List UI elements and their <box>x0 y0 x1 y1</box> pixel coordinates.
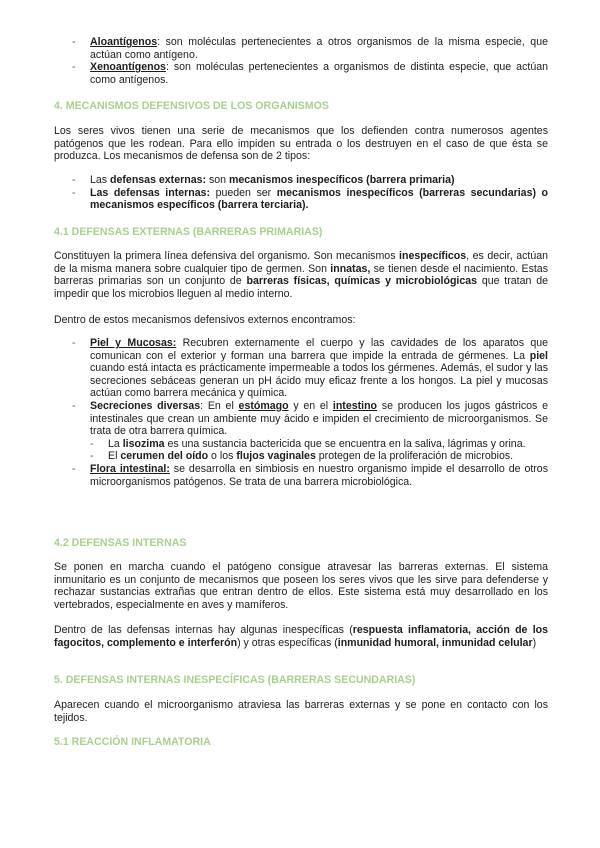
section-4-heading: 4. MECANISMOS DEFENSIVOS DE LOS ORGANISMOS <box>54 100 329 112</box>
emphasis: inmunidad humoral, inmunidad celular <box>337 636 533 649</box>
text: protegen de la proliferación de microbios. <box>315 450 514 463</box>
bullet: - <box>90 450 94 463</box>
emphasis: inespecíficos <box>399 250 467 262</box>
term-secreciones: Secreciones diversas <box>90 399 201 412</box>
item-emphasis: mecanismos inespecíficos (barrera primaria) <box>228 174 455 186</box>
item-text: son <box>206 174 229 186</box>
emphasis: innatas, <box>330 262 371 275</box>
item-text: : son moléculas pertenecientes a organismos de distinta especie, que actúan como antígenos. <box>90 61 548 86</box>
bullet: - <box>90 437 94 450</box>
emphasis: respuesta inflamatoria, acción de los fagocitos, complemento e interferón <box>54 624 549 649</box>
text: , es decir, actúan de la misma manera sobre cualquier tipo de germen. Son <box>54 250 548 275</box>
sub-item-lisozima <box>54 438 548 451</box>
text: o los <box>208 450 237 463</box>
list-item <box>54 174 548 187</box>
emphasis: cerumen del oído <box>120 450 209 463</box>
text: se producen los jugos gástricos e intestinales que crean un ambiente muy ácido e impiden el crecimiento de microorganismos. Se trata de otra barrera química. <box>90 399 548 438</box>
section-5-paragraph: Aparecen cuando el microorganismo atraviesa las barreras externas y se pone en contacto con los tejidos. <box>54 699 548 724</box>
term-piel-mucosas: Piel y Mucosas: <box>90 337 177 349</box>
section-4-2-heading: 4.2 DEFENSAS INTERNAS <box>54 537 187 549</box>
item-emphasis: mecanismos inespecíficos (barreras secundarias) o mecanismos específicos (barrera terciaria). <box>90 186 548 212</box>
text: Dentro de las defensas internas hay algunas inespecíficas ( <box>54 624 353 636</box>
emphasis: flujos vaginales <box>236 450 316 463</box>
term-flora-intestinal: Flora intestinal: <box>90 462 170 475</box>
list-item <box>54 36 548 61</box>
text: La <box>108 437 123 450</box>
term-intestino: intestino <box>332 399 378 412</box>
section-4-2-paragraph-2 <box>54 624 548 649</box>
sub-item-cerumen <box>54 450 548 463</box>
term-aloantigenos: Aloantígenos <box>90 36 158 48</box>
section-5-1-heading: 5.1 REACCIÓN INFLAMATORIA <box>54 736 211 748</box>
bullet: - <box>72 36 76 48</box>
text: ) <box>532 636 537 649</box>
external-defenses-list <box>54 337 548 488</box>
defense-types-list <box>54 174 548 212</box>
text: : En el <box>200 399 239 412</box>
text: Constituyen la primera línea defensiva del organismo. Son mecanismos <box>54 250 400 262</box>
emphasis: lisozima <box>122 437 165 450</box>
text: cuando está intacta es prácticamente impermeable a todos los gérmenes. Además, el sudor y las secreciones sebáceas generan un pH ácido muy eficaz frente a los hongos. La piel y mucosas actúan como barrera mecánica y química. <box>90 362 548 400</box>
section-4-paragraph: Los seres vivos tienen una serie de mecanismos que los defienden contra numerosos agentes patógenos que les rodean. Para ello impiden su entrada o los destruyen en el caso de que ésta se produzca. Los mecanismos de defensa son de 2 tipos: <box>54 125 548 163</box>
item-text: Las <box>90 174 111 186</box>
item-term: defensas externas: <box>110 174 207 186</box>
text: El <box>108 450 121 463</box>
list-item <box>54 187 548 212</box>
list-item-flora <box>54 463 548 488</box>
section-4-2-paragraph: Se ponen en marcha cuando el patógeno consigue atravesar las barreras externas. El sistema inmunitario es un conjunto de mecanismos que poseen los seres vivos que les sirve para defenderse y rechazar sustancias extrañas que entran dentro de ellos. Este sistema está muy desarrollado en los vertebrados, especialmente en aves y mamíferos. <box>54 561 548 611</box>
text: Recubren externamente el cuerpo y las cavidades de los aparatos que comunican con el exterior y forman una barrera que impide la entrada de gérmenes. La <box>90 337 549 362</box>
bullet: - <box>72 399 76 412</box>
section-4-1-intro: Dentro de estos mecanismos defensivos externos encontramos: <box>54 314 356 326</box>
section-4-1-heading: 4.1 DEFENSAS EXTERNAS (BARRERAS PRIMARIAS) <box>54 226 323 238</box>
list-item-secreciones <box>54 400 548 438</box>
bullet: - <box>72 61 76 74</box>
text: se tienen desde el nacimiento. Estas barreras primarias son un conjunto de <box>54 262 548 288</box>
bullet: - <box>72 462 76 475</box>
term-xenoantigenos: Xenoantígenos <box>90 61 166 74</box>
antigen-list <box>54 36 548 86</box>
item-text: Las <box>90 186 114 199</box>
emphasis: piel <box>529 349 548 362</box>
bullet: - <box>72 186 76 199</box>
section-5-heading: 5. DEFENSAS INTERNAS INESPECÍFICAS (BARRERAS SECUNDARIAS) <box>54 674 416 686</box>
term-estomago: estómago <box>238 399 289 412</box>
text: y en el <box>288 399 333 412</box>
text: se desarrolla en simbiosis en nuestro organismo impide el desarrollo de otros microorganismos patógenos. Se trata de una barrera microbiológica. <box>90 462 549 488</box>
section-4-1-paragraph <box>54 250 548 300</box>
emphasis: barreras físicas, químicas y microbiológicas <box>246 275 478 288</box>
list-item <box>54 61 548 86</box>
item-text: pueden ser <box>210 186 277 199</box>
list-item-piel <box>54 337 548 400</box>
item-term: defensas internas: <box>113 186 211 199</box>
bullet: - <box>72 337 76 349</box>
item-text: : son moléculas pertenecientes a otros organismos de la misma especie, que actúan como antígeno. <box>90 36 548 61</box>
text: que tratan de impedir que los microbios lleguen al medio interno. <box>54 275 548 300</box>
text: es una sustancia bactericida que se encuentra en la saliva, lágrimas y orina. <box>164 437 526 450</box>
text: ) y otras específicas ( <box>237 636 338 649</box>
bullet: - <box>72 174 76 186</box>
